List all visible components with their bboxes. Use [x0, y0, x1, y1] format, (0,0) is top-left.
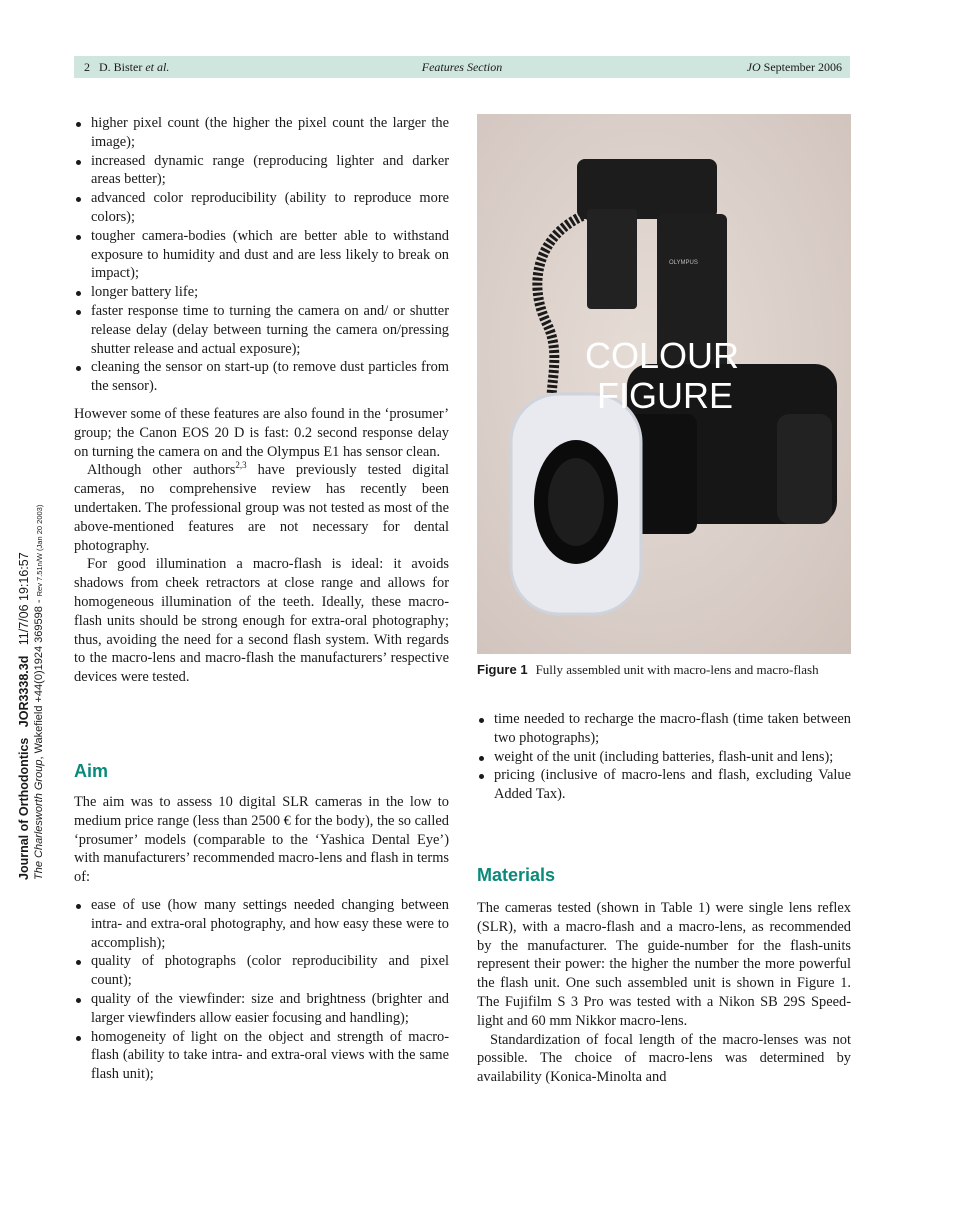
overlay-line: FIGURE: [597, 375, 734, 416]
list-item: weight of the unit (including batteries, flash-unit and lens);: [477, 748, 851, 767]
list-item: quality of photographs (color reproducibility and pixel count);: [74, 952, 449, 990]
paragraph-text: Although other authors: [87, 462, 236, 479]
sidebar-file: JOR3338.3d: [17, 655, 31, 728]
figure-caption: [477, 661, 851, 678]
paragraph-with-citation: [74, 461, 449, 555]
header-journal-abbr: JO: [746, 60, 761, 74]
list-item: tougher camera-bodies (which are better able to withstand exposure to humidity and dust and are less likely to break on impact);: [74, 227, 449, 283]
list-item: time needed to recharge the macro-flash (time taken between two photographs);: [477, 710, 851, 748]
overlay-line: COLOUR: [585, 335, 740, 376]
criteria-list: [74, 896, 449, 1084]
sidebar-line-2: [32, 480, 47, 880]
list-item: homogeneity of light on the object and strength of macro-flash (ability to take intra- and extra-oral views with the same flash unit);: [74, 1028, 449, 1084]
sidebar-rev: Rev 7.51n/W (Jan 20 2003): [35, 504, 44, 597]
caption-label: Figure 1: [477, 662, 528, 677]
header-section: Features Section: [421, 60, 503, 74]
left-column-top: [74, 114, 449, 687]
header-issue-date: September 2006: [760, 60, 842, 74]
list-item: advanced color reproducibility (ability to reproduce more colors);: [74, 189, 449, 227]
caption-text: Fully assembled unit with macro-lens and macro-flash: [535, 662, 819, 677]
list-item: pricing (inclusive of macro-lens and flash, excluding Value Added Tax).: [477, 766, 851, 804]
page-number: 2: [84, 60, 90, 74]
citation: 2,3: [235, 460, 247, 471]
paragraph: For good illumination a macro-flash is ideal: it avoids shadows from cheek retractors at close range and allows for homogeneous illumination of the teeth. Ideally, these macro-flash units should be strong enough for extra-oral photography; thus, avoiding the need for a second flash system. With regards to the macro-lens and macro-flash the manufacturers’ respective devices were tested.: [74, 556, 449, 686]
list-item: longer battery life;: [74, 283, 449, 302]
colour-figure-overlay: [585, 336, 765, 416]
paragraph-text: have previously tested digital cameras, no comprehensive review has recently been undertaken. The professional group was not tested as most of the above-mentioned features are not necessary for dental photography.: [74, 462, 449, 554]
list-item: ease of use (how many settings needed changing between intra- and extra-oral photography, and how easy these were to accomplish);: [74, 896, 449, 952]
feature-list: [74, 114, 449, 396]
sidebar-journal: Journal of Orthodontics: [17, 737, 31, 880]
paragraph: The aim was to assess 10 digital SLR cameras in the low to medium price range (less than 2500 € for the body), the so called ‘prosumer’ models (comparable to the ‘Yashica Dental Eye’) with manufacturers’ recommended macro-lens and flash in terms of:: [74, 794, 449, 886]
list-item: higher pixel count (the higher the pixel count the larger the image);: [74, 114, 449, 152]
sidebar-line-1: [16, 480, 32, 880]
left-column-bottom: [74, 793, 449, 1084]
paragraph: However some of these features are also found in the ‘prosumer’ group; the Canon EOS 20 D is fast: 0.2 second response delay on turning the camera on and the Olympus E1 has sensor clean.: [74, 405, 449, 460]
sidebar-publisher-rest: , Wakefield +44(0)1924 369598 -: [33, 596, 45, 760]
paragraph: The cameras tested (shown in Table 1) were single lens reflex (SLR), with a macro-flash and a macro-lens, as recommended by the manufacturer. The guide-number for the flash-units represent their power: the higher the number the more powerful the flash unit. One such assembled unit is shown in Figure 1. The Fujifilm S 3 Pro was tested with a Nikon SB 29S Speed-light and 60 mm Nikkor macro-lens.: [477, 900, 851, 1029]
sidebar-datetime: 11/7/06 19:16:57: [17, 552, 31, 646]
right-column-bottom: [477, 899, 851, 1087]
list-item: cleaning the sensor on start-up (to remove dust particles from the sensor).: [74, 358, 449, 396]
header-authors-etal: et al.: [145, 60, 170, 74]
figure-photo-camera: [477, 114, 851, 654]
right-column-top: [477, 710, 851, 804]
header-right: [747, 56, 842, 78]
paragraph: Standardization of focal length of the macro-lenses was not possible. The choice of macro-lens was determined by availability (Konica-Minolta and: [477, 1031, 851, 1086]
list-item: faster response time to turning the camera on and/ or shutter release delay (delay between turning the camera on/pressing shutter release and actual exposure);: [74, 302, 449, 358]
sidebar-production-info: [16, 480, 56, 880]
section-heading-aim: Aim: [74, 761, 109, 781]
header-authors: D. Bister: [99, 60, 146, 74]
section-heading-materials: Materials: [477, 865, 556, 885]
criteria-list-continued: [477, 710, 851, 804]
running-header: [74, 56, 850, 78]
list-item: increased dynamic range (reproducing lighter and darker areas better);: [74, 152, 449, 190]
sidebar-publisher: The Charlesworth Group: [33, 759, 45, 880]
list-item: quality of the viewfinder: size and brightness (brighter and larger viewfinders allow easier focusing and handling);: [74, 990, 449, 1028]
flash-brand-label: OLYMPUS: [669, 260, 698, 266]
